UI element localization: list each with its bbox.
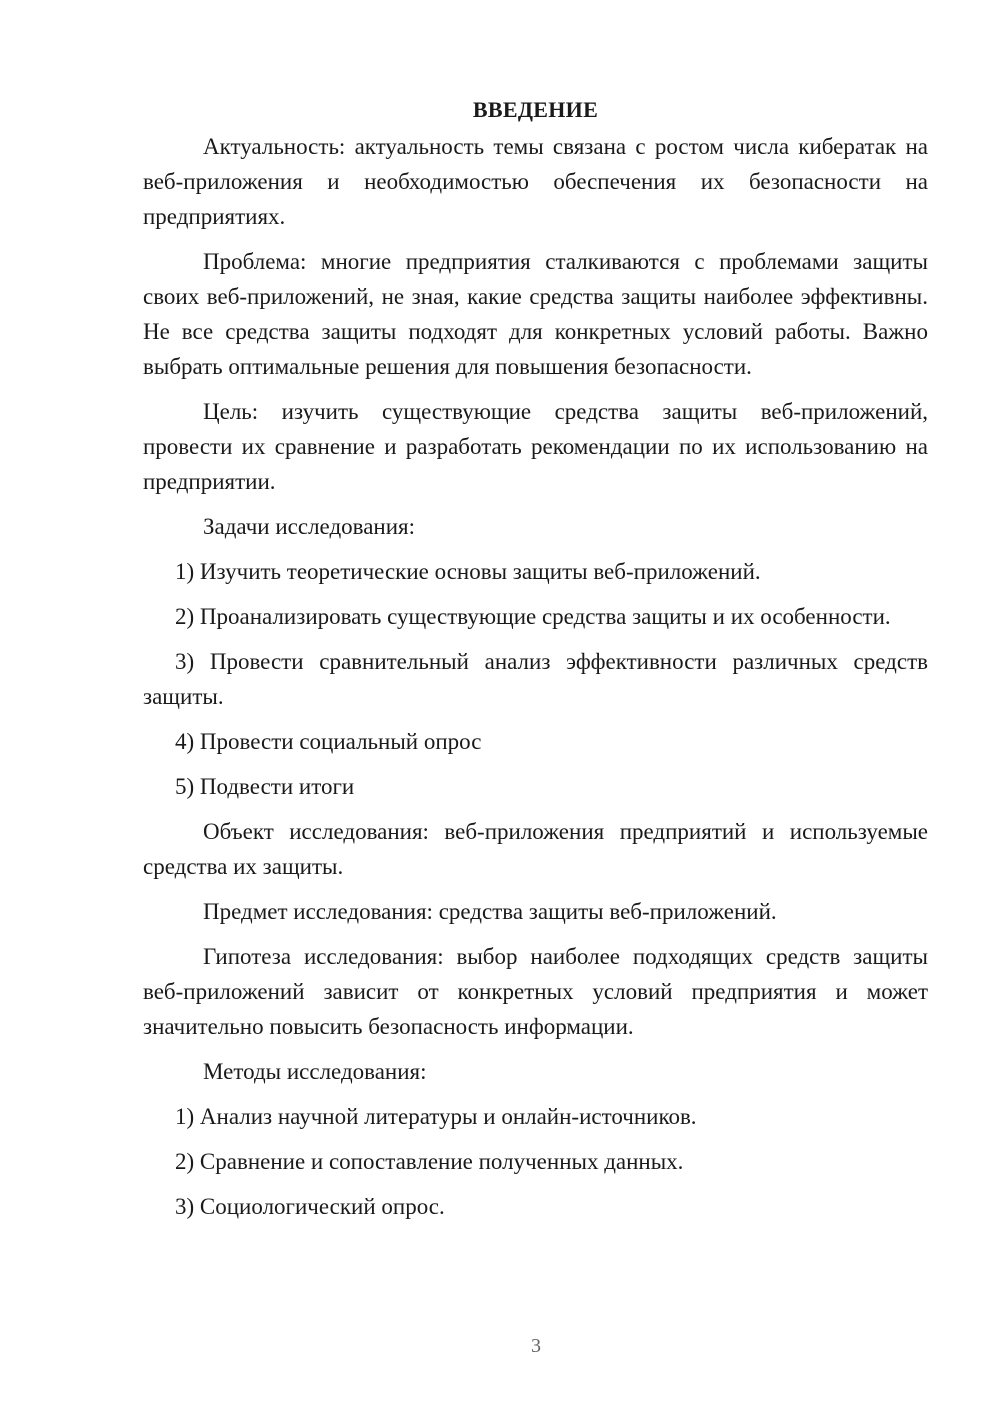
- methods-list: [143, 1099, 928, 1224]
- methods-heading: Методы исследования:: [203, 1059, 427, 1084]
- list-item: 2) Сравнение и сопоставление полученных данных.: [175, 1149, 684, 1174]
- page-number: 3: [531, 1335, 541, 1357]
- list-item: 3) Социологический опрос.: [175, 1194, 445, 1219]
- paragraph-problem: Проблема: многие предприятия сталкиваются с проблемами защиты своих веб-приложений, не зная, какие средства защиты наиболее эффективны. Не все средства защиты подходят для конкретных условий работы. Важно выбрать оптимальные решения для повышения безопасности.: [143, 249, 928, 379]
- section-title: ВВЕДЕНИЕ: [472, 97, 599, 122]
- list-item: 4) Провести социальный опрос: [175, 729, 482, 754]
- paragraph-object: Объект исследования: веб-приложения предприятий и используемые средства их защиты.: [143, 819, 928, 879]
- list-item: 2) Проанализировать существующие средства защиты и их особенности.: [175, 604, 891, 629]
- list-item: 1) Анализ научной литературы и онлайн-источников.: [175, 1104, 697, 1129]
- list-item: 3) Провести сравнительный анализ эффективности различных средств защиты.: [143, 649, 928, 709]
- list-item: 1) Изучить теоретические основы защиты веб-приложений.: [175, 559, 761, 584]
- paragraph-relevance: Актуальность: актуальность темы связана с ростом числа кибератак на веб-приложения и необходимостью обеспечения их безопасности на предприятиях.: [143, 134, 928, 229]
- document-page: [143, 92, 928, 1234]
- paragraph-hypothesis: Гипотеза исследования: выбор наиболее подходящих средств защиты веб-приложений зависит от конкретных условий предприятия и может значительно повысить безопасность информации.: [143, 944, 928, 1039]
- tasks-heading: Задачи исследования:: [203, 514, 416, 539]
- paragraph-subject: Предмет исследования: средства защиты веб-приложений.: [203, 899, 777, 924]
- list-item: 5) Подвести итоги: [175, 774, 355, 799]
- paragraph-goal: Цель: изучить существующие средства защиты веб-приложений, провести их сравнение и разработать рекомендации по их использованию на предприятии.: [143, 399, 928, 494]
- tasks-list: [143, 554, 928, 804]
